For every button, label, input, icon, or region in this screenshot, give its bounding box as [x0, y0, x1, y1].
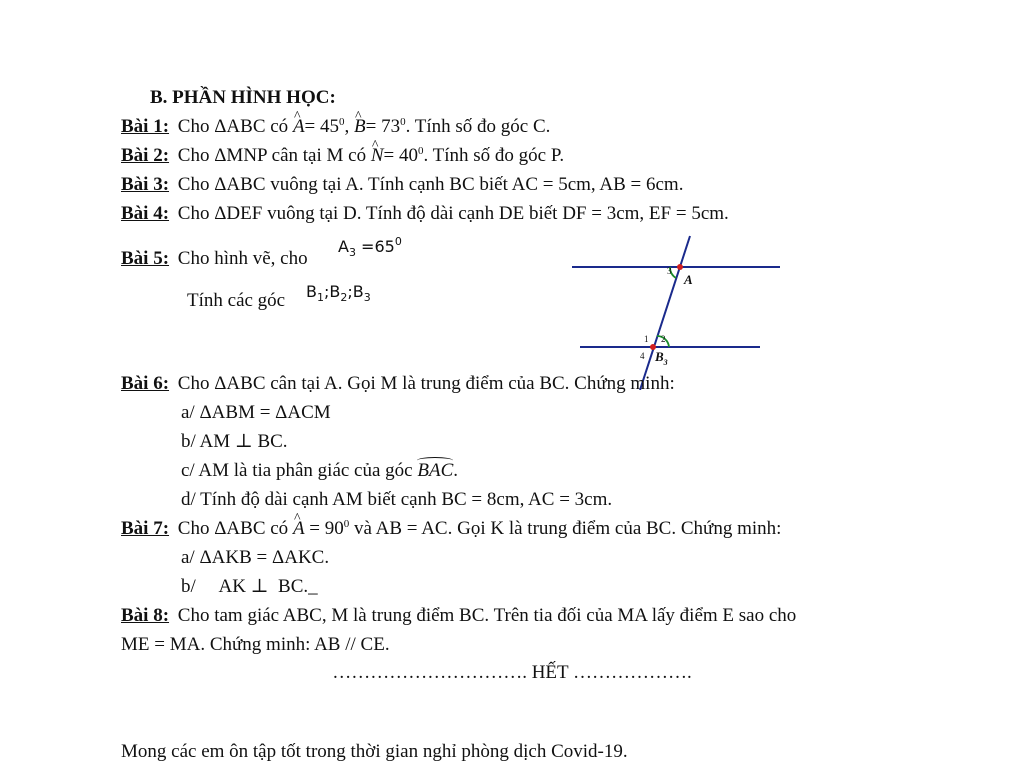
- exercise-7-question: và AB = AC. Gọi K là trung điểm của BC. Chứng minh:: [349, 518, 782, 539]
- exercise-4-text: Cho ΔDEF vuông tại D. Tính độ dài cạnh DE biết DF = 3cm, EF = 5cm.: [173, 203, 729, 224]
- exercise-3: [121, 173, 683, 197]
- exercise-5: [121, 247, 308, 271]
- exercise-7-text: Cho ΔABC có: [173, 518, 293, 539]
- angle-b3-index: 3: [363, 291, 371, 304]
- angle-b1-index: 1: [316, 291, 324, 304]
- angle-n-value: = 40: [383, 145, 418, 166]
- angle-bac-symbol: BAC: [417, 460, 454, 481]
- label-b-letter: B: [655, 349, 664, 364]
- asked-angles: [306, 282, 371, 304]
- degree-mark: 0: [394, 235, 402, 248]
- exercise-6-label: Bài 6:: [121, 373, 170, 394]
- exercise-6-part-c: [181, 459, 458, 483]
- degree-mark: 0: [343, 518, 350, 530]
- given-angle-letter: A: [338, 237, 349, 256]
- label-b: [654, 349, 668, 367]
- angle-b-value: = 73: [365, 116, 401, 137]
- section-title: B. PHẦN HÌNH HỌC:: [150, 87, 336, 108]
- given-angle-index: 3: [348, 246, 356, 259]
- exercise-8: [121, 604, 796, 628]
- angle-b2-index: 2: [340, 291, 348, 304]
- exercise-3-label: Bài 3:: [121, 174, 170, 195]
- parallel-lines-figure: [560, 228, 790, 390]
- exercise-1-label: Bài 1:: [121, 116, 170, 137]
- exercise-6-part-c-text: c/ AM là tia phân giác của góc: [181, 460, 418, 481]
- exercise-7-part-a: a/ ΔAKB = ΔAKC.: [181, 547, 330, 568]
- angle-3-number: 3: [667, 266, 672, 276]
- exercise-4-label: Bài 4:: [121, 203, 170, 224]
- exercise-6: [121, 372, 675, 396]
- exercise-7-label: Bài 7:: [121, 518, 170, 539]
- separator: ,: [344, 116, 355, 137]
- degree-mark: 0: [400, 116, 406, 128]
- exercise-5-ask: [187, 289, 285, 313]
- separator: ;: [323, 282, 330, 301]
- angle-4-number: 4: [640, 351, 645, 361]
- exercise-5-ask-text: Tính các góc: [187, 290, 286, 311]
- exercise-8-continuation: ME = MA. Chứng minh: AB // CE.: [121, 634, 390, 655]
- degree-mark: 0: [418, 145, 424, 157]
- exercise-2-question: . Tính số đo góc P.: [423, 145, 565, 166]
- exercise-6-part-a: a/ ΔABM = ΔACM: [181, 402, 331, 423]
- angle-b3-letter: B: [352, 282, 364, 301]
- angle-2-number: 2: [661, 334, 666, 344]
- exercise-7-part-b: b/ AK ⊥ BC._: [181, 576, 318, 597]
- exercise-1-question: . Tính số đo góc C.: [405, 116, 551, 137]
- label-a: A: [684, 272, 693, 287]
- exercise-1: [121, 115, 550, 139]
- exercise-8-text: Cho tam giác ABC, M là trung điểm BC. Trên tia đối của MA lấy điểm E sao cho: [173, 605, 797, 626]
- angle-a-value: = 90: [304, 518, 344, 539]
- exercise-6-text: Cho ΔABC cân tại A. Gọi M là trung điểm của BC. Chứng minh:: [173, 373, 675, 394]
- exercise-5-label: Bài 5:: [121, 248, 170, 269]
- angle-a-symbol: ^ A: [293, 517, 305, 541]
- angle-a-value: = 45: [304, 116, 340, 137]
- end-marker: …………………………. HẾT ……………….: [332, 662, 692, 683]
- period: .: [453, 460, 458, 481]
- angle-b2-letter: B: [329, 282, 341, 301]
- angle-b1-letter: B: [306, 282, 317, 301]
- exercise-6-part-b: b/ AM ⊥ BC.: [181, 431, 288, 452]
- exercise-2-text: Cho ΔMNP cân tại M có: [173, 145, 371, 166]
- angle-a-symbol: ^ A: [293, 115, 305, 139]
- angle-1-number: 1: [644, 334, 649, 344]
- label-b-index: 3: [663, 358, 668, 367]
- exercise-4: [121, 202, 729, 226]
- degree-mark: 0: [339, 116, 345, 128]
- given-angle: [338, 235, 402, 259]
- exercise-5-text: Cho hình vẽ, cho: [173, 248, 308, 269]
- point-a: [677, 264, 683, 270]
- exercise-1-text: Cho ΔABC có: [173, 116, 293, 137]
- angle-n-symbol: ^ N: [371, 144, 384, 168]
- exercise-7: [121, 517, 781, 541]
- separator: ;: [347, 282, 353, 301]
- exercise-8-label: Bài 8:: [121, 605, 170, 626]
- exercise-2: [121, 144, 564, 168]
- exercise-2-label: Bài 2:: [121, 145, 170, 166]
- angle-b-symbol: ^ B: [354, 115, 366, 139]
- exercise-6-part-d: d/ Tính độ dài cạnh AM biết cạnh BC = 8cm, AC = 3cm.: [181, 489, 613, 510]
- footer-note: Mong các em ôn tập tốt trong thời gian nghỉ phòng dịch Covid-19.: [121, 741, 628, 762]
- given-angle-value: =65: [355, 237, 395, 256]
- exercise-3-text: Cho ΔABC vuông tại A. Tính cạnh BC biết AC = 5cm, AB = 6cm.: [173, 174, 684, 195]
